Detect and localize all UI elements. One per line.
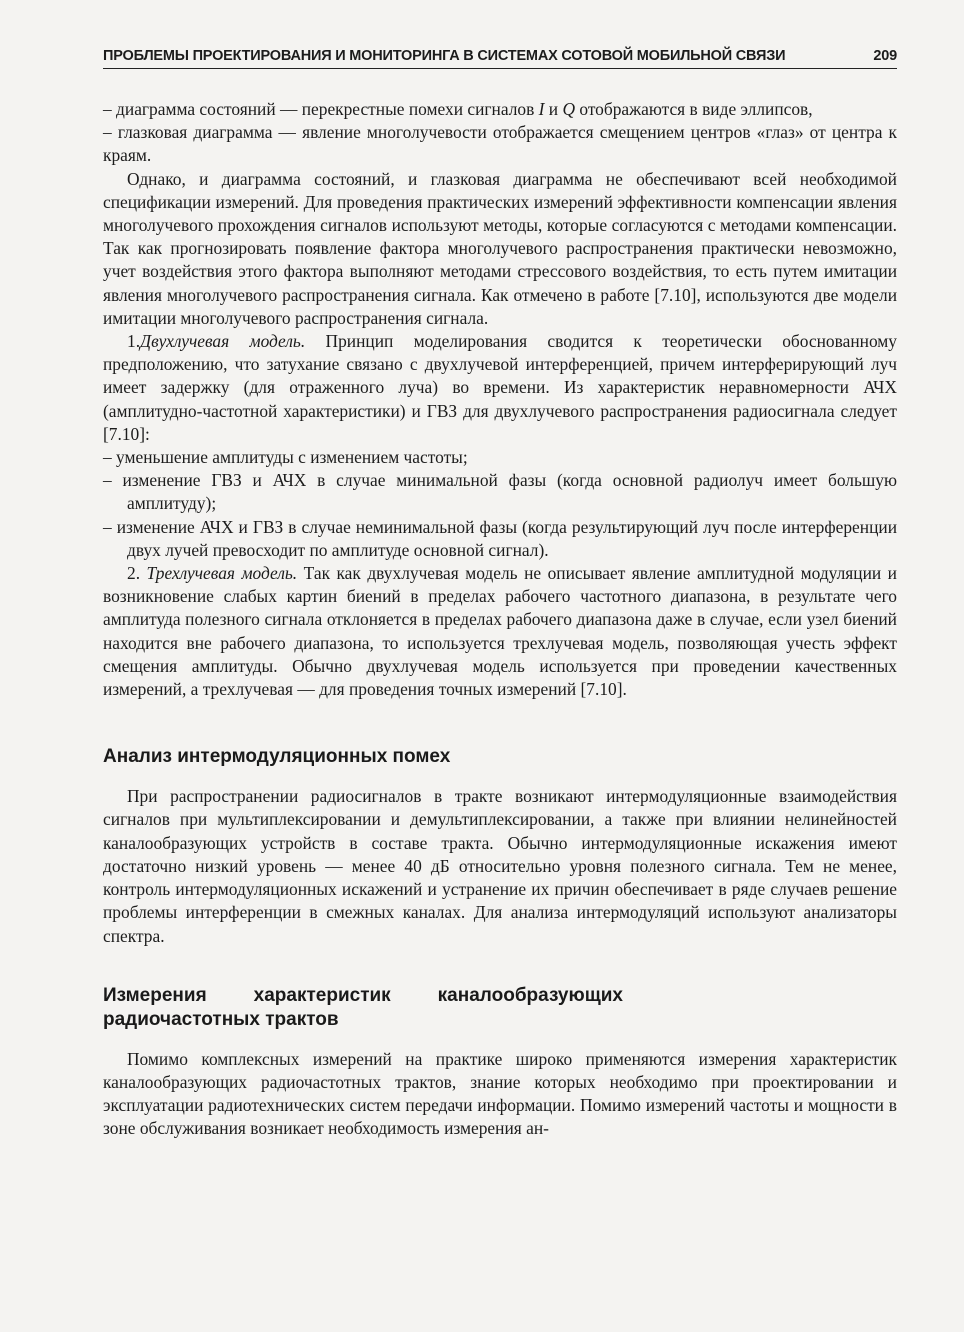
- model-paragraph: [103, 330, 897, 446]
- running-header: [103, 48, 897, 69]
- model-number: 1.: [127, 331, 141, 352]
- list-item: – уменьшение амплитуды с изменением частоты;: [103, 447, 468, 468]
- list-item-text: – диаграмма состояний — перекрестные помехи сигналов: [103, 99, 539, 119]
- model-text: Так как двухлучевая модель не описывает явление амплитудной модуляции и возникновение слабых картин биений в пределах рабочего частотного диапазона, в результате чего амплитуда полезного сигнала отклоняется в пределах рабочего диапазона даже в случае, если узел биений находится вне рабочего диапазона, то используется трехлучевая модель, позволяющая учесть эффект смещения амплитуды. Обычно двухлучевая модель используется при проведении качественных измерений, а трехлучевая — для проведения точных измерений [7.10].: [103, 563, 897, 700]
- section-heading: Анализ интермодуляционных помех: [103, 746, 451, 768]
- model-name: Трехлучевая модель.: [146, 563, 298, 584]
- model-paragraph: [103, 562, 897, 701]
- model-number: 2.: [127, 563, 141, 584]
- list-item: – глазковая диаграмма — явление многолучевости отображается смещением центров «глаз» от центра к краям.: [103, 122, 897, 166]
- paragraph: При распространении радиосигналов в тракте возникают интермодуляционные взаимодействия сигналов при мультиплексировании и демультиплексировании, а также при влиянии нелинейностей каналообразующих устройств в составе тракта. Обычно интермодуляционные искажения имеют достаточно низкий уровень — менее 40 дБ относительно уровня полезного сигнала. Тем не менее, контроль интермодуляционных искажений и устранение их причин обеспечивает в ряде случаев решение проблемы интерференции в смежных каналах. Для анализа интермодуляций используют анализаторы спектра.: [103, 786, 897, 946]
- running-title: ПРОБЛЕМЫ ПРОЕКТИРОВАНИЯ И МОНИТОРИНГА В СИСТЕМАХ СОТОВОЙ МОБИЛЬНОЙ СВЯЗИ: [103, 48, 786, 64]
- paragraph: Однако, и диаграмма состояний, и глазковая диаграмма не обеспечивают всей необходимой спецификации измерений. Для проведения практических измерений эффективности компенсации явления многолучевого прохождения сигналов используют методы, которые согласуются с методами компенсации. Так как прогнозировать появление фактора многолучевого распространения практически невозможно, учет воздействия этого фактора выполняют методами стрессового воздействия, то есть путем имитации явления многолучевого распространения сигнала. Как отмечено в работе [7.10], используются две модели имитации многолучевого распространения сигнала.: [103, 168, 897, 328]
- list-item: – изменение ГВЗ и АЧХ в случае минимальной фазы (когда основной радиолуч имеет большую амплитуду);: [103, 470, 897, 514]
- list-item: – изменение АЧХ и ГВЗ в случае неминимальной фазы (когда результирующий луч после интерференции двух лучей превосходит по амплитуде основной сигнал).: [103, 516, 897, 560]
- model-text: Принцип моделирования сводится к теоретически обоснованному предположению, что затухание связано с двухлучевой интерференцией, причем интерферирующий луч имеет задержку (для отраженного луча) во времени. Из характеристик неравномерности АЧХ (амплитудно-частотной характеристики) и ГВЗ для двухлучевого распространения радиосигнала следует [7.10]:: [103, 331, 898, 444]
- model-name: Двухлучевая модель.: [140, 331, 306, 352]
- list-item: [103, 98, 897, 121]
- paragraph: Помимо комплексных измерений на практике широко применяются измерения характеристик каналообразующих радиочастотных трактов, знание которых необходимо при проектировании и эксплуатации радиотехнических систем передачи информации. Помимо измерений частоты и мощности в зоне обслуживания возникает необходимость измерения ан-: [103, 1048, 897, 1139]
- page-body: [103, 98, 897, 1141]
- list-item-text: и: [544, 99, 563, 119]
- signal-q-symbol: Q: [562, 99, 575, 119]
- list-item-text: отображаются в виде эллипсов,: [575, 99, 813, 119]
- section-heading: Измерения характеристик каналообразующих радиочастотных трактов: [103, 984, 623, 1030]
- signal-i-symbol: I: [538, 99, 545, 119]
- page-number: 209: [873, 48, 897, 64]
